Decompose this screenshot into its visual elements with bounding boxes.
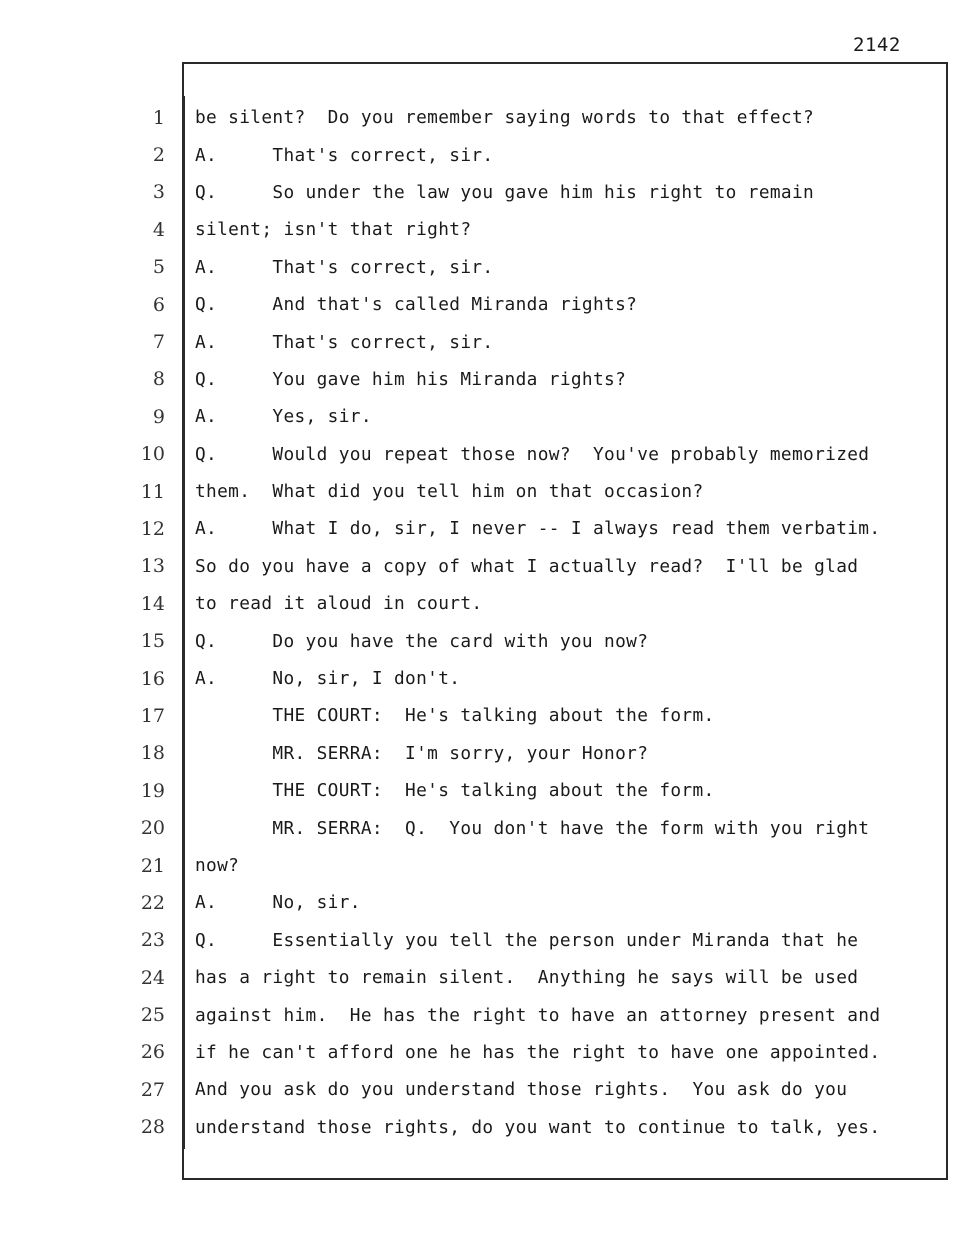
line-number: 16 — [140, 667, 165, 690]
line-text: THE COURT: He's talking about the form. — [195, 780, 715, 802]
line-number: 8 — [152, 368, 165, 391]
transcript-line — [0, 660, 968, 697]
line-text: A. That's correct, sir. — [195, 331, 494, 353]
line-text: understand those rights, do you want to continue to talk, yes. — [195, 1116, 881, 1138]
line-text: against him. He has the right to have an attorney present and — [195, 1004, 881, 1026]
transcript-line — [0, 510, 968, 547]
line-number: 7 — [152, 331, 165, 354]
transcript-line — [0, 286, 968, 323]
transcript-line — [0, 697, 968, 734]
transcript-line — [0, 136, 968, 173]
line-text: to read it aloud in court. — [195, 593, 483, 615]
line-number: 25 — [140, 1004, 165, 1027]
line-text: So do you have a copy of what I actually read? I'll be glad — [195, 555, 859, 577]
transcript-line — [0, 622, 968, 659]
line-number: 12 — [140, 517, 165, 540]
line-number: 27 — [140, 1078, 165, 1101]
transcript-line — [0, 548, 968, 585]
transcript-line — [0, 398, 968, 435]
line-number: 4 — [152, 218, 165, 241]
transcript-line — [0, 585, 968, 622]
line-text: Q. You gave him his Miranda rights? — [195, 368, 627, 390]
line-number: 13 — [140, 555, 165, 578]
page-number: 2142 — [853, 34, 901, 56]
line-number: 5 — [152, 256, 165, 279]
line-text: MR. SERRA: Q. You don't have the form with you right — [195, 817, 870, 839]
line-text: A. Yes, sir. — [195, 406, 372, 428]
line-text: A. No, sir. — [195, 892, 361, 914]
line-number: 9 — [152, 405, 165, 428]
line-text: Q. Do you have the card with you now? — [195, 630, 649, 652]
line-number: 3 — [152, 181, 165, 204]
transcript-lines — [0, 99, 968, 1146]
transcript-line — [0, 1071, 968, 1108]
transcript-line — [0, 473, 968, 510]
line-number: 10 — [140, 443, 165, 466]
line-text: them. What did you tell him on that occasion? — [195, 481, 704, 503]
line-text: A. What I do, sir, I never -- I always read them verbatim. — [195, 518, 881, 540]
line-number: 1 — [152, 106, 165, 129]
transcript-line — [0, 99, 968, 136]
transcript-line — [0, 735, 968, 772]
line-text: now? — [195, 855, 240, 876]
transcript-line — [0, 996, 968, 1033]
line-number: 24 — [140, 966, 165, 989]
transcript-line — [0, 249, 968, 286]
line-number: 6 — [152, 293, 165, 316]
line-number: 19 — [140, 779, 165, 802]
line-text: A. That's correct, sir. — [195, 256, 494, 278]
transcript-line — [0, 959, 968, 996]
line-text: be silent? Do you remember saying words to that effect? — [195, 107, 815, 129]
transcript-line — [0, 1034, 968, 1071]
line-number: 18 — [140, 742, 165, 765]
line-number: 14 — [140, 592, 165, 615]
line-text: Q. Essentially you tell the person under Miranda that he — [195, 929, 859, 951]
line-text: MR. SERRA: I'm sorry, your Honor? — [195, 742, 649, 764]
line-text: Q. Would you repeat those now? You've probably memorized — [195, 443, 870, 465]
line-number: 28 — [140, 1116, 165, 1139]
line-number: 11 — [140, 480, 165, 503]
transcript-line — [0, 847, 968, 884]
line-number: 23 — [140, 929, 165, 952]
transcript-line — [0, 211, 968, 248]
transcript-line — [0, 436, 968, 473]
transcript-line — [0, 884, 968, 921]
line-text: silent; isn't that right? — [195, 219, 472, 241]
line-number: 22 — [140, 891, 165, 914]
transcript-line — [0, 323, 968, 360]
line-text: Q. So under the law you gave him his right to remain — [195, 181, 815, 203]
transcript-line — [0, 361, 968, 398]
line-text: And you ask do you understand those rights. You ask do you — [195, 1079, 848, 1101]
transcript-line — [0, 1109, 968, 1146]
line-number: 17 — [140, 704, 165, 727]
line-number: 15 — [140, 630, 165, 653]
transcript-line — [0, 772, 968, 809]
transcript-line — [0, 174, 968, 211]
transcript-line — [0, 809, 968, 846]
line-text: has a right to remain silent. Anything he says will be used — [195, 967, 859, 989]
line-text: A. No, sir, I don't. — [195, 668, 461, 690]
line-number: 2 — [152, 144, 165, 167]
transcript-line — [0, 922, 968, 959]
line-number: 21 — [140, 854, 165, 877]
line-text: A. That's correct, sir. — [195, 144, 494, 166]
line-number: 26 — [140, 1041, 165, 1064]
line-number: 20 — [140, 817, 165, 840]
line-text: THE COURT: He's talking about the form. — [195, 705, 715, 727]
line-text: Q. And that's called Miranda rights? — [195, 294, 638, 316]
line-text: if he can't afford one he has the right to have one appointed. — [195, 1041, 881, 1063]
